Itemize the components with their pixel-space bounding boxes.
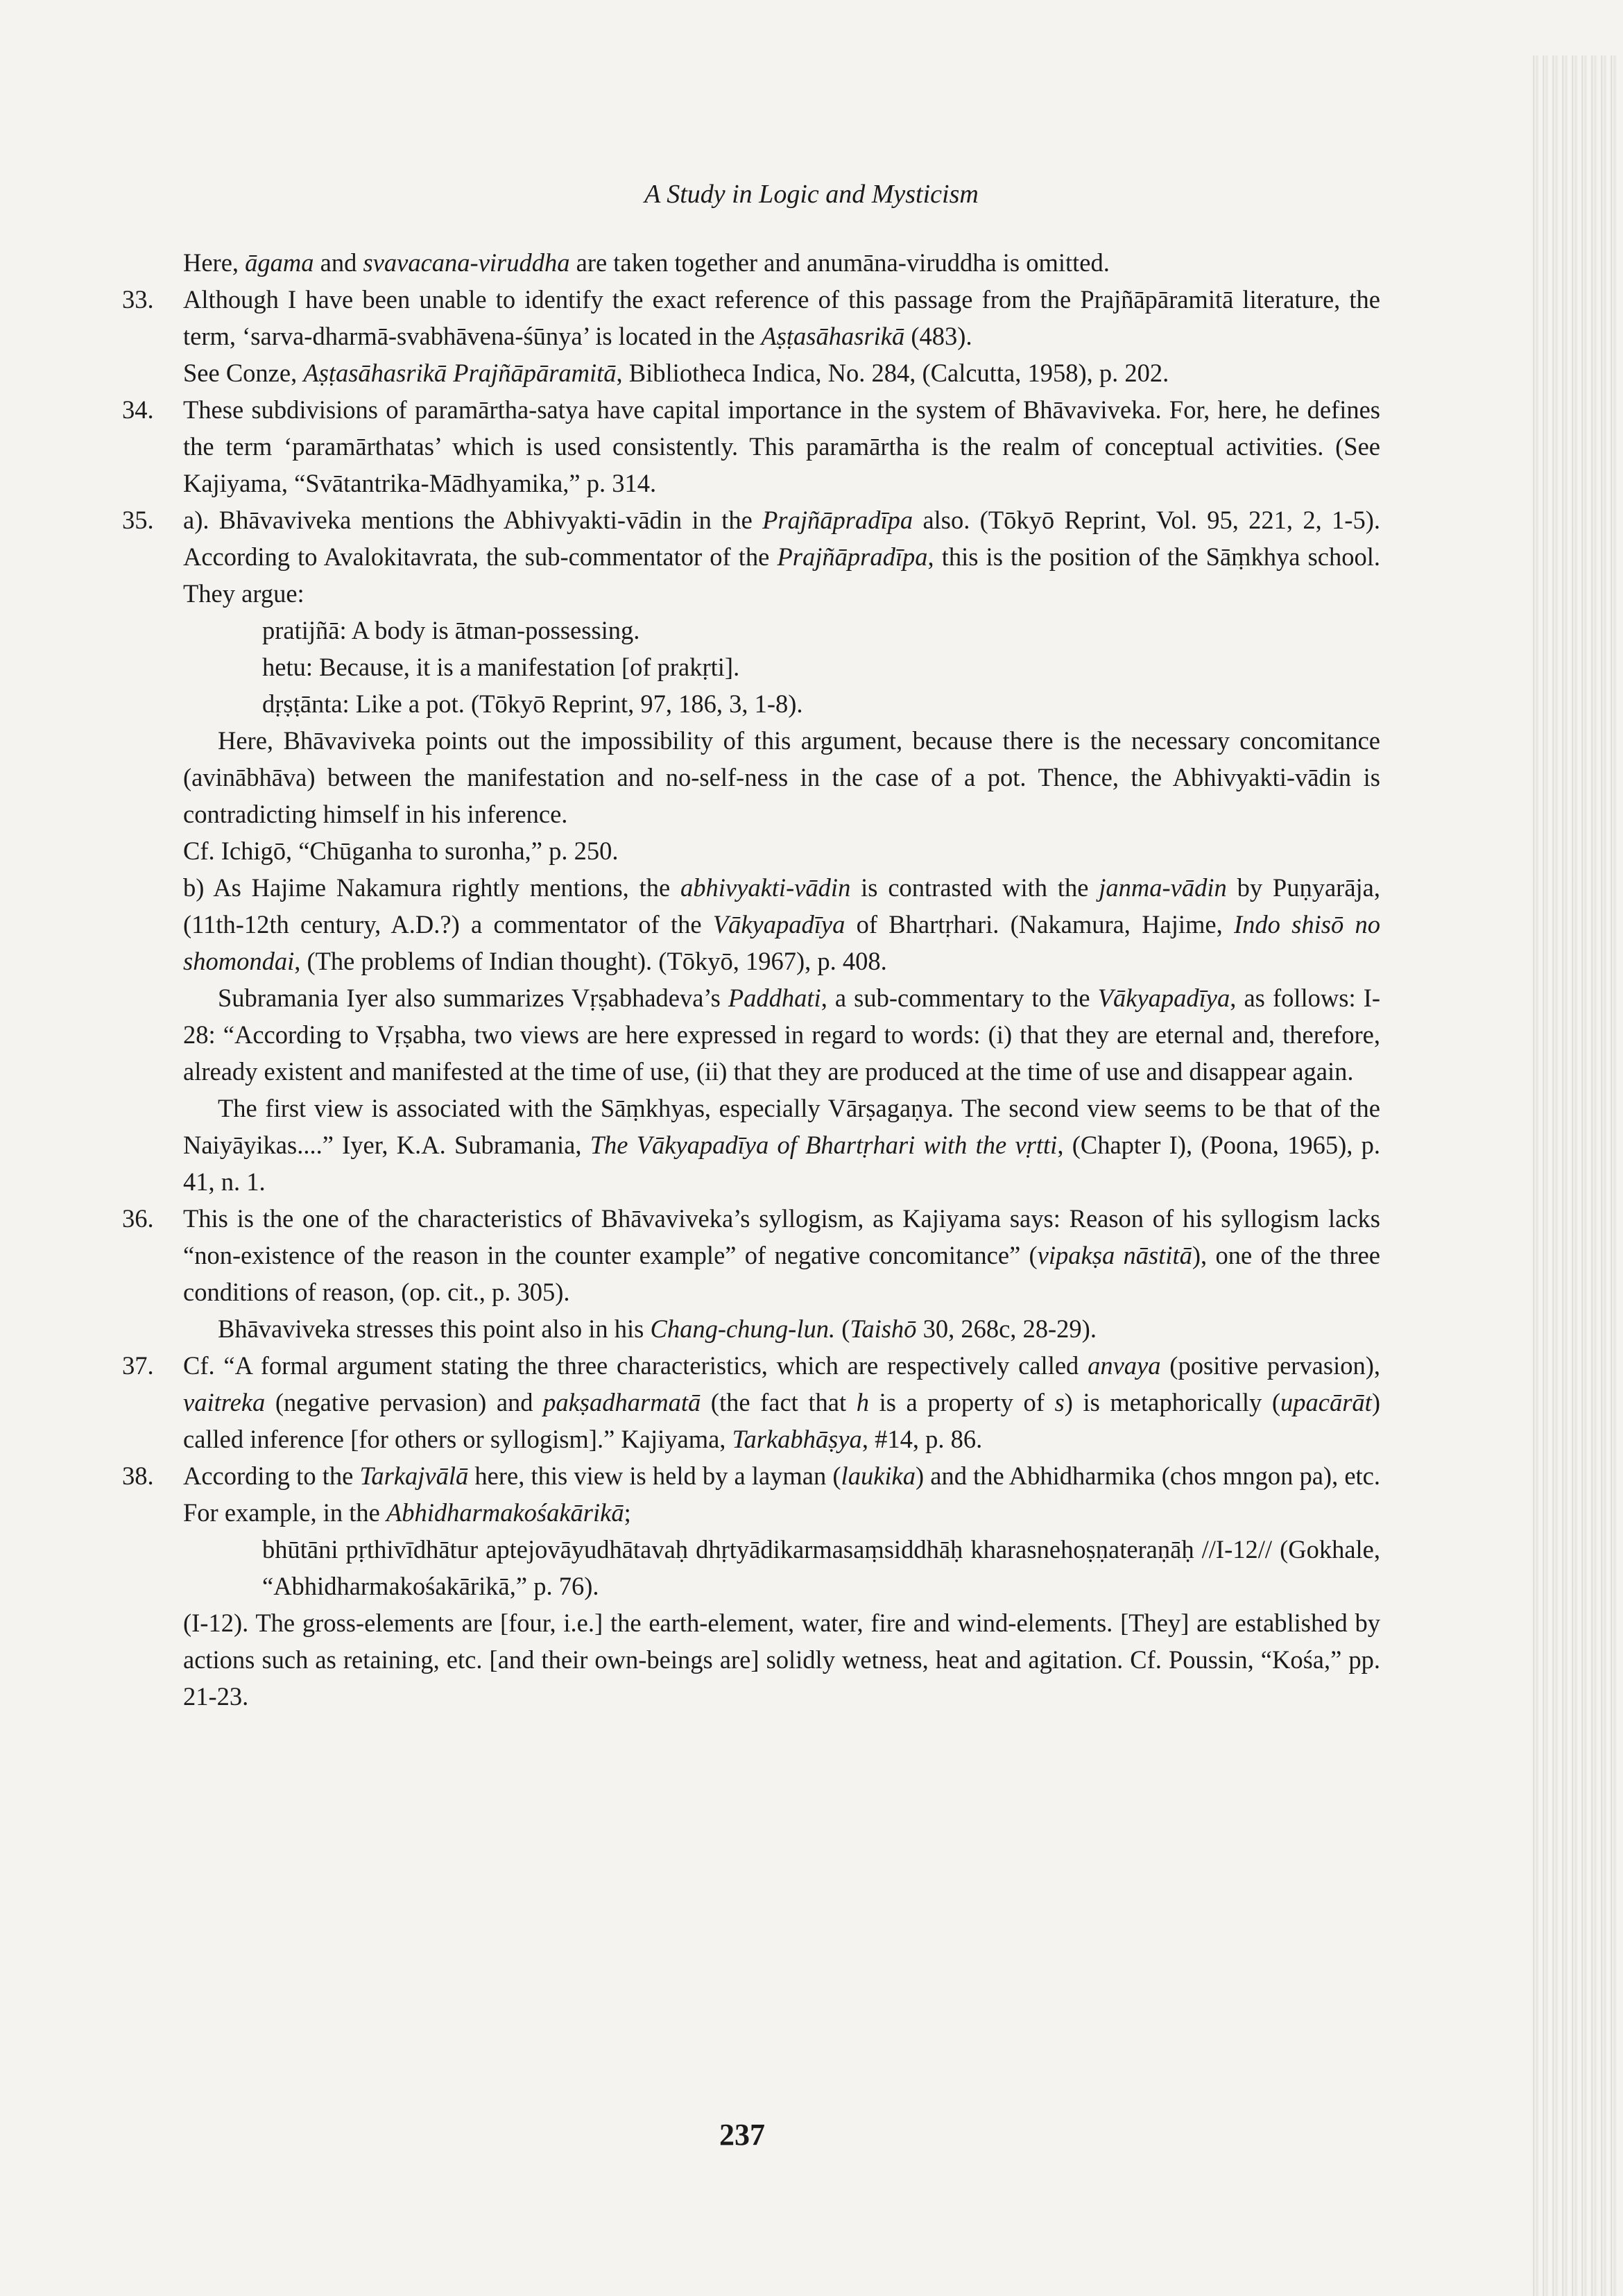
note-paragraph: Subramania Iyer also summarizes Vṛṣabhadeva’s Paddhati, a sub-commentary to the Vākyapadīya, as follows: I-28: “According to Vṛṣabha, two views are here expressed in regard to words: (i) that they are eternal and, therefore, already existent and manifested at the time of use, (ii) that they are produced at the time of use and disappear again. [183,984,1380,1086]
note-paragraph: Cf. Ichigō, “Chūganha to suronha,” p. 250. [183,837,619,865]
note-number: 33. [122,285,154,314]
note-33 [122,281,1380,391]
note-paragraph: a). Bhāvaviveka mentions the Abhivyakti-vādin in the Prajñāpradīpa also. (Tōkyō Reprint, Vol. 95, 221, 2, 1-5). According to Avalokitavrata, the sub-commentator of the Prajñāpradīpa, this is the position of the Sāṃkhya school. They argue: [183,506,1381,608]
note-number: 36. [122,1204,154,1233]
note-paragraph: b) As Hajime Nakamura rightly mentions, the abhivyakti-vādin is contrasted with the janma-vādin by Puṇyarāja, (11th-12th century, A.D.?) a commentator of the Vākyapadīya of Bhartṛhari. (Nakamura, Hajime, Indo shisō no shomondai, (The problems of Indian thought). (Tōkyō, 1967), p. 408. [183,873,1381,975]
binding-gutter [1529,55,1620,2296]
note-paragraph: This is the one of the characteristics of Bhāvaviveka’s syllogism, as Kajiyama says: Reason of his syllogism lacks “non-existence of the reason in the counter example” of negative concomitance” (vipakṣa nāstitā), one of the three conditions of reason, (op. cit., p. 305). [183,1204,1380,1306]
note-number: 34. [122,395,154,424]
note-32-continuation: Here, āgama and svavacana-viruddha are taken together and anumāna-viruddha is omitted. [183,248,1110,277]
note-37 [122,1347,1380,1457]
note-paragraph: Here, Bhāvaviveka points out the impossibility of this argument, because there is the necessary concomitance (avinābhāva) between the manifestation and no-self-ness in the case of a pot. Thence, the Abhivyakti-vādin is contradicting himself in his inference. [183,726,1380,828]
note-paragraph: The first view is associated with the Sāṃkhyas, especially Vārṣagaṇya. The second view seems to be that of the Naiyāyikas....” Iyer, K.A. Subramania, The Vākyapadīya of Bhartṛhari with the vṛtti, (Chapter I), (Poona, 1965), p. 41, n. 1. [183,1094,1380,1196]
note-number: 38. [122,1462,154,1490]
note-paragraph: Cf. “A formal argument stating the three characteristics, which are respectively called anvaya (positive pervasion), vaitreka (negative pervasion) and pakṣadharmatā (the fact that h is a property of s) is metaphorically (upacārāt) called inference [for others or syllogism].” Kajiyama, Tarkabhāṣya, #14, p. 86. [183,1351,1380,1453]
note-number: 35. [122,506,154,534]
note-paragraph: See Conze, Aṣṭasāhasrikā Prajñāpāramitā, Bibliotheca Indica, No. 284, (Calcutta, 1958), p. 202. [183,359,1169,387]
verse-translation: (I-12). The gross-elements are [four, i.e.] the earth-element, water, fire and wind-elements. [They] are established by actions such as retaining, etc. [and their own-beings are] solidly wetness, heat and agitation. Cf. Poussin, “Kośa,” pp. 21-23. [183,1609,1380,1711]
note-paragraph: These subdivisions of paramārtha-satya have capital importance in the system of Bhāvaviveka. For, here, he defines the term ‘paramārthatas’ which is used consistently. This paramārtha is the realm of conceptual activities. (See Kajiyama, “Svātantrika-Mādhyamika,” p. 314. [183,395,1380,497]
note-35 [122,502,1381,1200]
argument-line: pratijñā: A body is ātman-possessing. [262,616,640,644]
page-number: 237 [719,2118,765,2152]
note-36 [122,1200,1380,1347]
note-34 [122,391,1380,502]
note-paragraph: Bhāvaviveka stresses this point also in his Chang-chung-lun. (Taishō 30, 268c, 28-29). [218,1314,1097,1343]
note-number: 37. [122,1351,154,1380]
running-header: A Study in Logic and Mysticism [644,180,979,209]
argument-line: hetu: Because, it is a manifestation [of prakṛti]. [262,653,740,681]
note-38 [122,1457,1381,1715]
notes-body [122,244,1381,1715]
note-paragraph: Although I have been unable to identify the exact reference of this passage from the Prajñāpāramitā literature, the term, ‘sarva-dharmā-svabhāvena-śūnya’ is located in the Aṣṭasāhasrikā (483). [183,285,1380,350]
note-paragraph: According to the Tarkajvālā here, this view is held by a layman (laukika) and the Abhidharmika (chos mngon pa), etc. For example, in the Abhidharmakośakārikā; [183,1462,1381,1527]
argument-line: dṛṣṭānta: Like a pot. (Tōkyō Reprint, 97, 186, 3, 1-8). [262,689,803,718]
sanskrit-verse: bhūtāni pṛthivīdhātur aptejovāyudhātavaḥ dhṛtyādikarmasaṃsiddhāḥ kharasnehoṣṇateraṇāḥ //I-12// (Gokhale, “Abhidharmakośakārikā,” p. 76). [262,1535,1380,1600]
